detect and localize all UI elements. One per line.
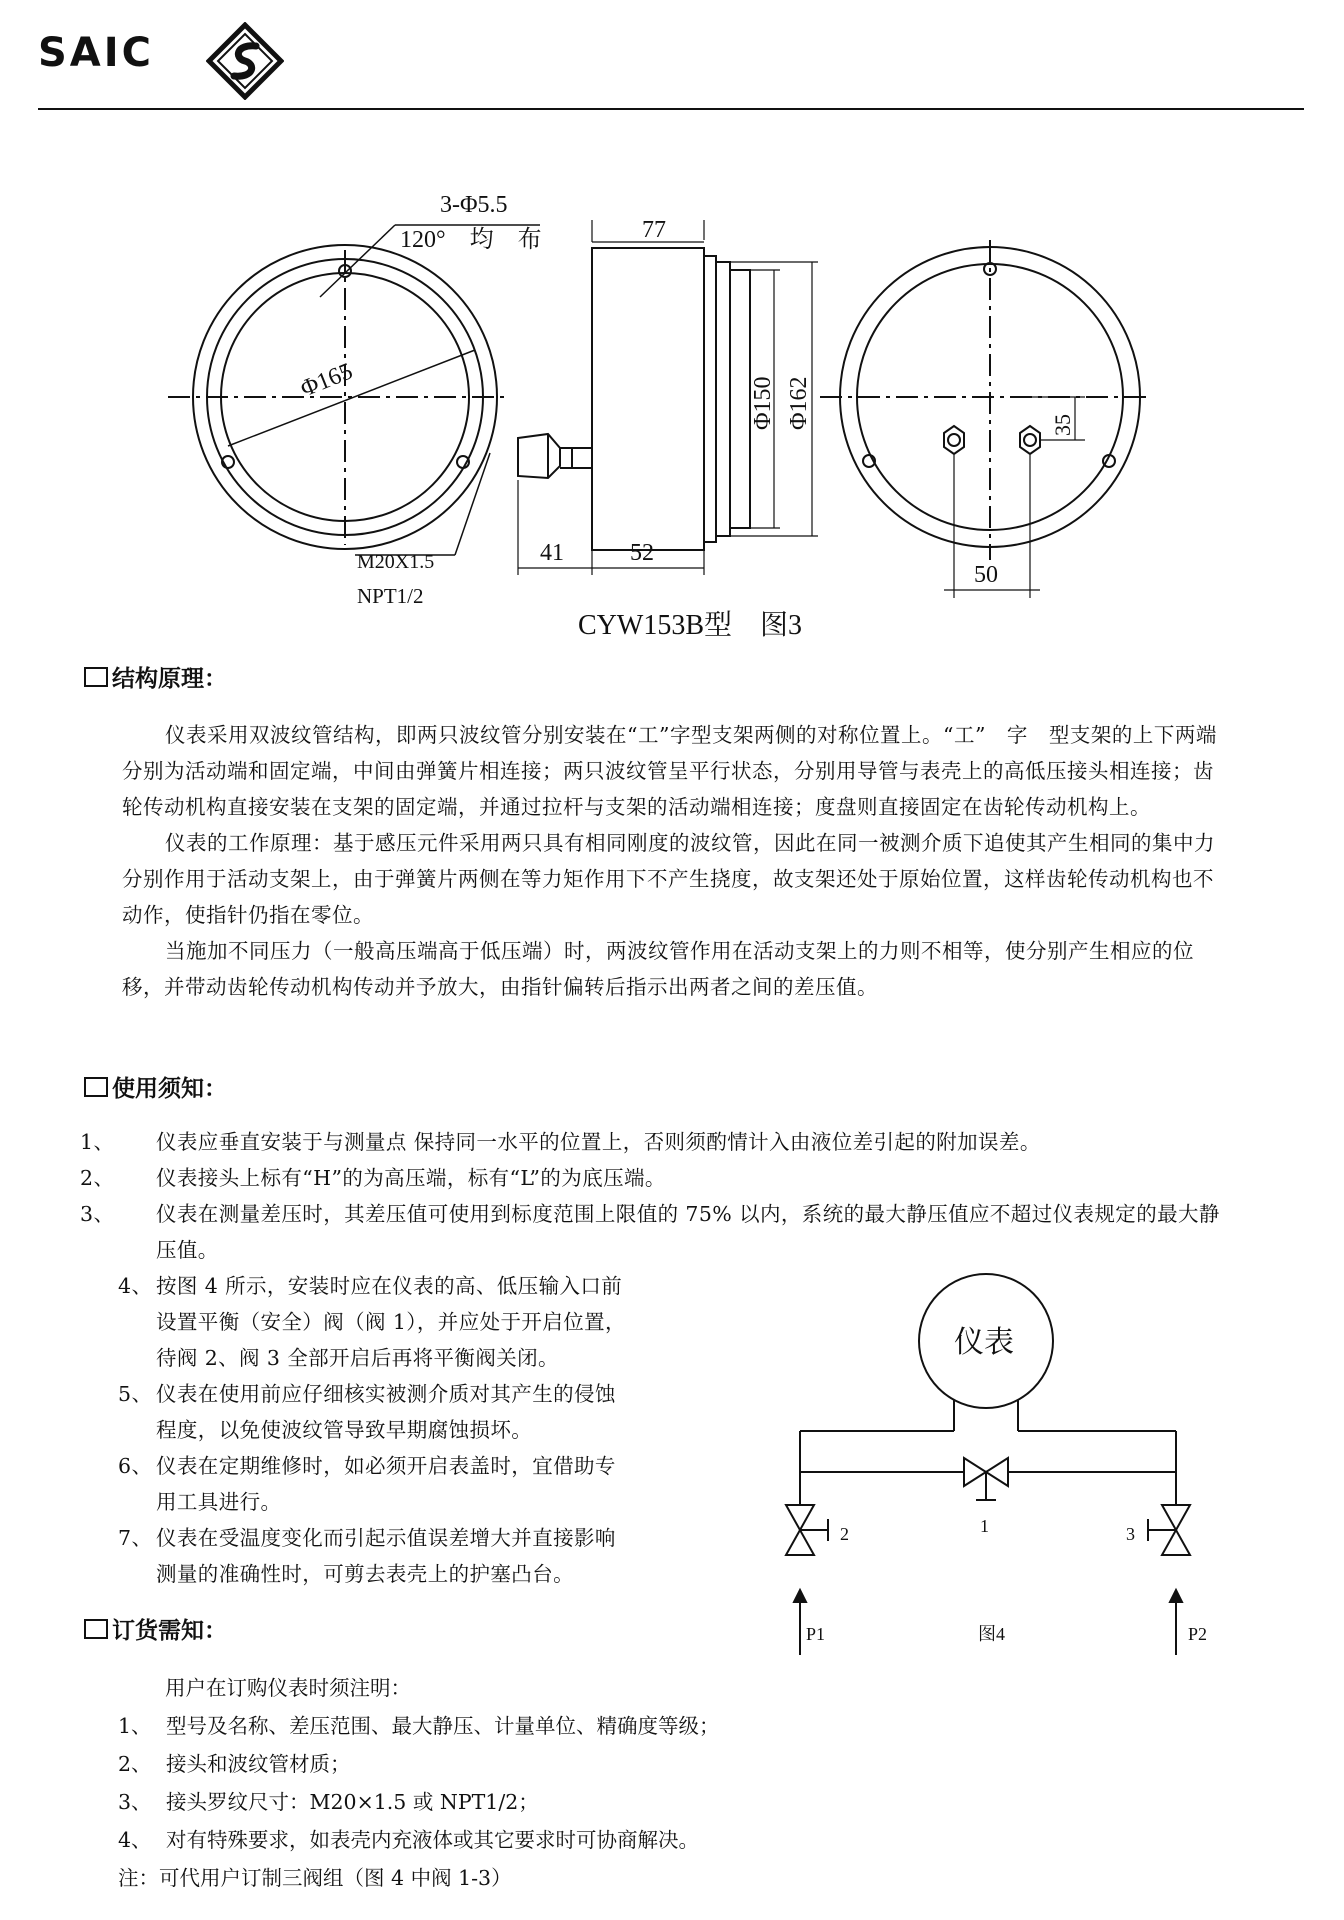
usage-item-4: 4、 按图 4 所示，安装时应在仪表的高、低压输入口前 设置平衡（安全）阀（阀 1），并应处于开启位置， 待阀 2、阀 3 全部开启后再将平衡阀关闭。 (118, 1274, 626, 1370)
checkbox-icon (84, 1619, 108, 1639)
order-note: 注：可代用户订制三阀组（图 4 中阀 1-3） (118, 1866, 512, 1890)
usage-item-2: 2、 仪表接头上标有“H”的为高压端，标有“L”的为底压端。 (80, 1166, 666, 1190)
back-offset-label: 35 (1050, 414, 1075, 436)
logo-text: SAIC (38, 30, 155, 76)
side-length-a-label: 41 (540, 540, 564, 566)
valve-1-icon (964, 1458, 986, 1486)
structure-paragraph-1: 仪表采用双波纹管结构，即两只波纹管分别安装在“工”字型支架两侧的对称位置上。“工” 字 型支架的上下两端分别为活动端和固定端，中间由弹簧片相连接；两只波纹管呈平行状态，分别用导管与表壳上的高低压接头相连接；齿轮传动机构直接安装在支架的固定端，并通过拉杆与支架的活动端相连接；度盘则直接固定在齿轮传动机构上。 (122, 723, 1217, 819)
meter-label: 仪表 (954, 1326, 1014, 1359)
structure-paragraph-2: 仪表的工作原理：基于感压元件采用两只具有相同刚度的波纹管，因此在同一被测介质下追使其产生相同的集中力分别作用于活动支架上，由于弹簧片两侧在等力矩作用下不产生挠度，故支架还处于原始位置，这样齿轮传动机构也不动作，使指针仍指在零位。 (122, 831, 1215, 927)
thread-label-2: NPT1/2 (357, 584, 424, 608)
side-dia-outer-label: Φ162 (786, 376, 812, 430)
order-item-2: 2、 接头和波纹管材质； (118, 1752, 351, 1776)
usage-item-1: 1、 仪表应垂直安装于与测量点 保持同一水平的位置上，否则须酌情计入由液位差引起的附加误差。 (80, 1130, 1041, 1154)
valve-3-label: 3 (1126, 1524, 1135, 1544)
order-heading-text: 订货需知： (112, 1618, 227, 1644)
p2-label: P2 (1188, 1624, 1208, 1644)
valve-2-label: 2 (840, 1524, 849, 1544)
usage-item-5: 5、 仪表在使用前应仔细核实被测介质对其产生的侵蚀 程度，以免使波纹管导致早期腐蚀损坏。 (118, 1382, 616, 1442)
front-diameter-label: Φ165 (296, 358, 357, 403)
order-item-4: 4、 对有特殊要求，如表壳内充液体或其它要求时可协商解决。 (118, 1828, 699, 1852)
order-intro: 用户在订购仪表时须注明： (165, 1676, 411, 1700)
front-spacing-label: 120° 均 布 (400, 227, 542, 253)
front-holes-label: 3-Φ5.5 (440, 192, 508, 218)
back-spacing-label: 50 (974, 562, 998, 588)
side-depth-label: 77 (642, 217, 666, 243)
structure-paragraph-3: 当施加不同压力（一般高压端高于低压端）时，两波纹管作用在活动支架上的力则不相等，使分别产生相应的位移，并带动齿轮传动机构传动并予放大，由指针偏转后指示出两者之间的差压值。 (122, 939, 1194, 999)
side-length-b-label: 52 (630, 540, 654, 566)
thread-label-1: M20X1.5 (357, 551, 435, 573)
figure-4-caption: 图4 (978, 1624, 1005, 1644)
usage-item-6: 6、 仪表在定期维修时，如必须开启表盖时，宜借助专 用工具进行。 (118, 1454, 616, 1514)
order-item-3: 3、 接头罗纹尺寸：M20×1.5 或 NPT1/2； (118, 1790, 539, 1814)
figure-3-caption: CYW153B型 图3 (578, 610, 803, 641)
order-heading (84, 1612, 227, 1645)
p1-label: P1 (806, 1624, 826, 1644)
usage-item-3: 3、 仪表在测量差压时，其差压值可使用到标度范围上限值的 75% 以内，系统的最大静压值应不超过仪表规定的最大静压值。 (80, 1202, 1220, 1262)
valve-3-icon (1162, 1505, 1190, 1530)
valve-1-label: 1 (980, 1516, 989, 1536)
valve-2-icon (786, 1505, 814, 1530)
usage-item-7: 7、 仪表在受温度变化而引起示值误差增大并直接影响 测量的准确性时，可剪去表壳上的护塞凸台。 (118, 1526, 616, 1586)
order-item-1: 1、 型号及名称、差压范围、最大静压、计量单位、精确度等级； (118, 1714, 720, 1738)
side-dia-inner-label: Φ150 (750, 376, 776, 430)
usage-heading-text: 使用须知： (112, 1076, 227, 1102)
structure-heading-text: 结构原理： (112, 666, 227, 692)
